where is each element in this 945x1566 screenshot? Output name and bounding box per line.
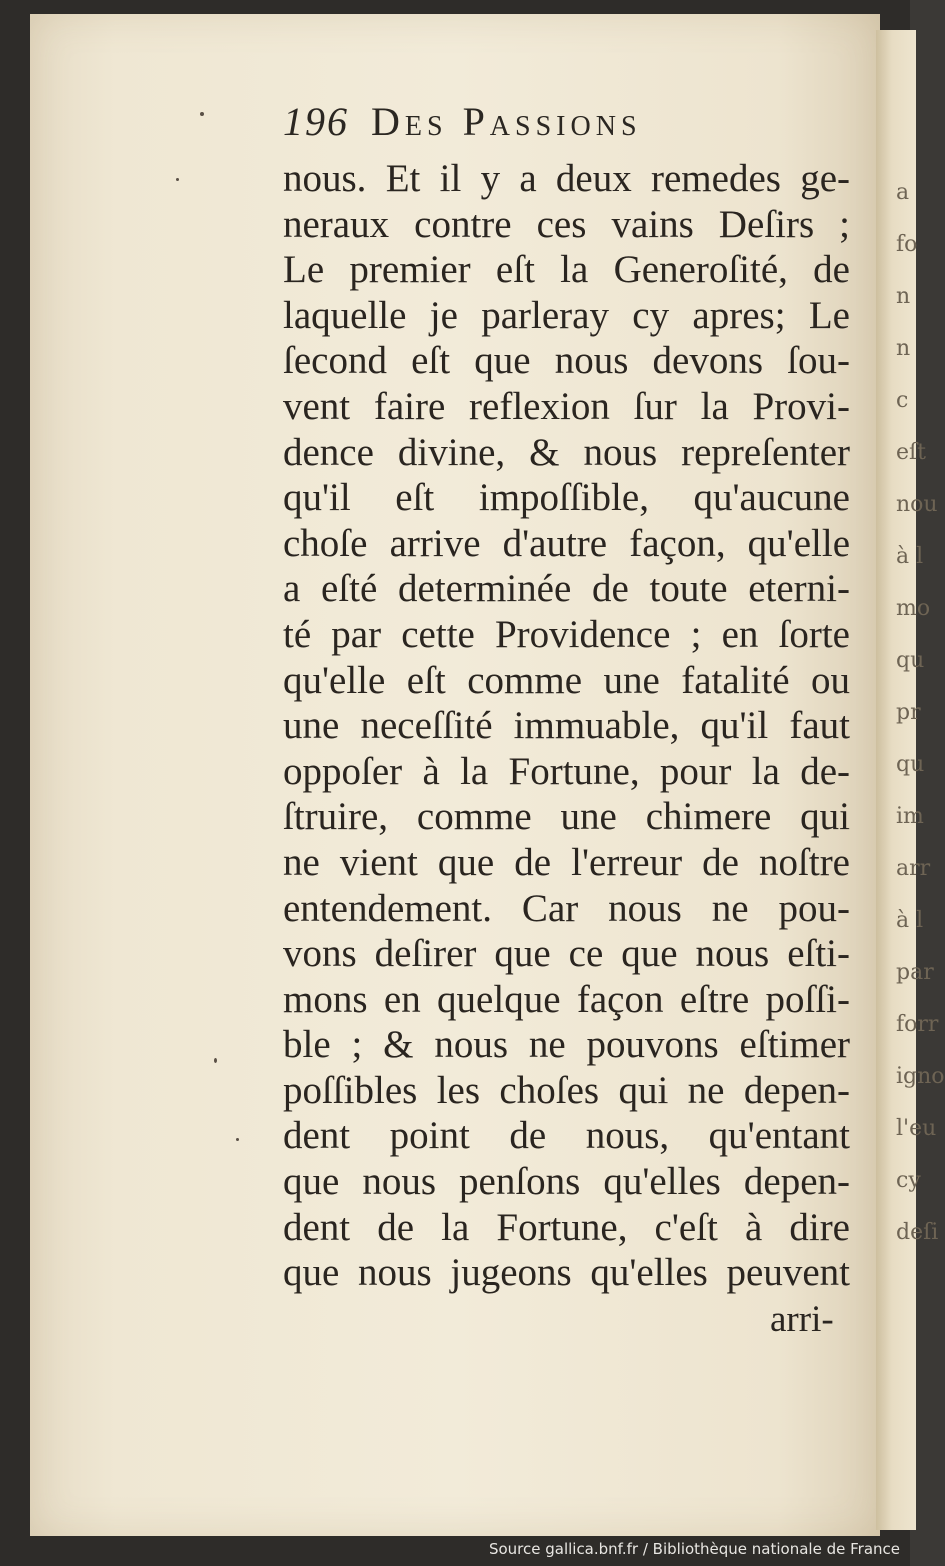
adjacent-page-fragment: a [896, 180, 910, 205]
text-line: a eſté determinée de toute eterni- [283, 567, 850, 611]
text-line: une neceſſité immuable, qu'il faut [283, 704, 850, 748]
adjacent-page-fragment: n [896, 284, 911, 309]
text-line: poſſibles les choſes qui ne depen- [283, 1068, 850, 1112]
text-line: té par cette Providence ; en ſorte [283, 612, 850, 656]
adjacent-page-fragment: qu [896, 752, 925, 777]
body-text [283, 156, 850, 1296]
text-line: entendement. Car nous ne pou- [283, 886, 850, 930]
adjacent-page-edge [876, 30, 945, 1530]
text-line: dence divine, & nous repreſenter [283, 430, 850, 474]
source-credit: Source gallica.bnf.fr / Bibliothèque nationale de France [488, 1540, 900, 1558]
adjacent-page-fragment: pr [896, 700, 921, 725]
adjacent-page-fragment: qu [896, 648, 925, 673]
text-line: ble ; & nous ne pouvons eſtimer [283, 1023, 850, 1067]
adjacent-page-fragment: mo [896, 596, 931, 621]
ink-speck [236, 1138, 239, 1141]
adjacent-page-fragment: arr [896, 856, 931, 881]
adjacent-page-fragment: à l [896, 544, 924, 569]
text-line: ſtruire, comme une chimere qui [283, 795, 850, 839]
text-line: oppoſer à la Fortune, pour la de- [283, 749, 850, 793]
adjacent-page-fragment: nou [896, 492, 938, 517]
text-line: que nous penſons qu'elles depen- [283, 1160, 850, 1204]
adjacent-page-fragment: par [896, 960, 934, 985]
text-line: que nous jugeons qu'elles peuvent [283, 1251, 850, 1295]
ink-speck [214, 1058, 217, 1063]
adjacent-page-fragment: forr [896, 1012, 939, 1037]
ink-speck [176, 178, 179, 181]
text-line: dent point de nous, qu'entant [283, 1114, 850, 1158]
text-line: nous. Et il y a deux remedes ge- [283, 157, 850, 200]
adjacent-page-fragment: n [896, 336, 911, 361]
text-line: neraux contre ces vains Deſirs ; [283, 202, 850, 246]
text-line: ſecond eſt que nous devons ſou- [283, 339, 850, 383]
catchword: arri- [770, 1299, 834, 1340]
adjacent-page-fragment: à l [896, 908, 924, 933]
text-line: dent de la Fortune, c'eſt à dire [283, 1205, 850, 1249]
adjacent-page-fragment: igno [896, 1064, 945, 1089]
text-line: vons deſirer que ce que nous eſti- [283, 932, 850, 976]
text-line: Le premier eſt la Generoſité, de [283, 248, 850, 292]
adjacent-page-fragment: l'eu [896, 1116, 937, 1141]
adjacent-page-fragment: fo [896, 232, 918, 257]
text-line: qu'elle eſt comme une fatalité ou [283, 658, 850, 702]
adjacent-page-fragment: cy [896, 1168, 921, 1193]
text-line: choſe arrive d'autre façon, qu'elle [283, 521, 850, 565]
ink-speck [200, 112, 204, 116]
text-line: ne vient que de l'erreur de noſtre [283, 840, 850, 884]
text-line: mons en quelque façon eſtre poſſi- [283, 977, 850, 1021]
text-line: vent faire reflexion ſur la Provi- [283, 384, 850, 428]
adjacent-page-fragment: eſt [896, 440, 927, 465]
page-number: 196 [283, 99, 349, 144]
page-header [283, 98, 642, 145]
adjacent-page-fragment: deſi [896, 1220, 939, 1245]
adjacent-page-fragment: c [896, 388, 909, 413]
adjacent-page-fragment: im [896, 804, 924, 829]
text-line: laquelle je parleray cy apres; Le [283, 293, 850, 337]
text-line: qu'il eſt impoſſible, qu'aucune [283, 476, 850, 520]
running-title: Des Passions [371, 99, 642, 144]
